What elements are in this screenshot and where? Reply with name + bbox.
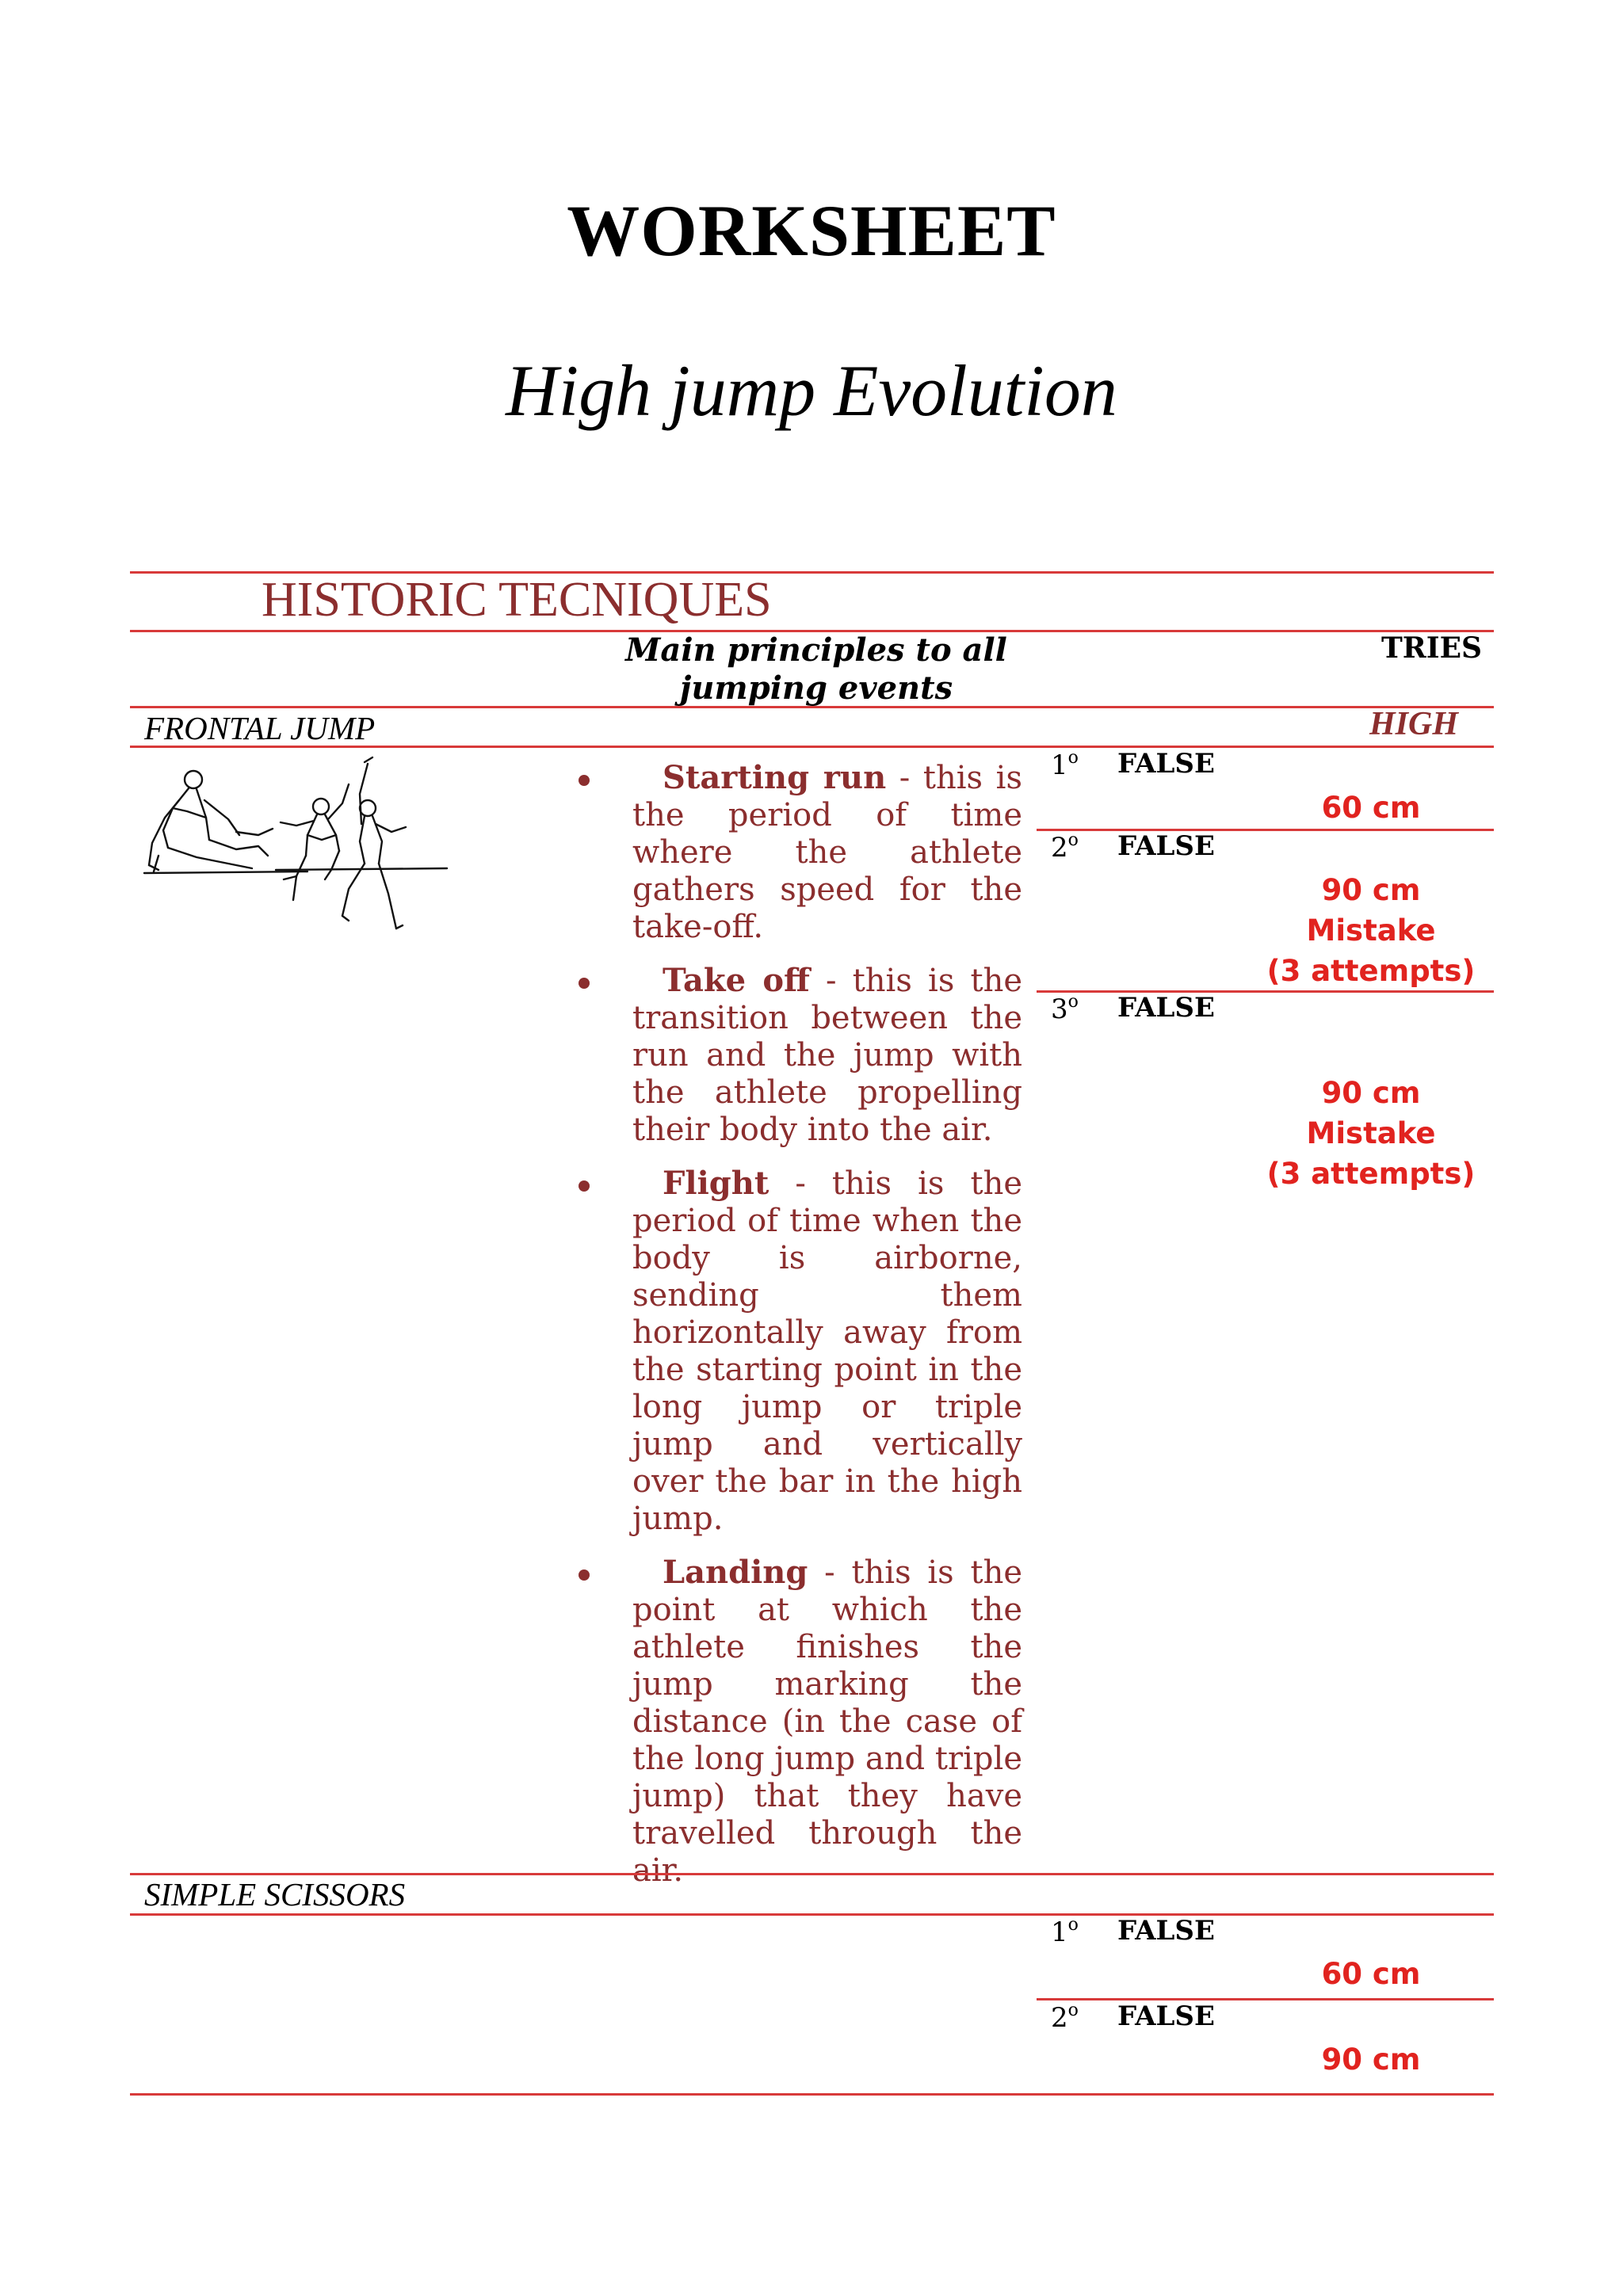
list-item — [571, 962, 1022, 1149]
attempt-divider — [1037, 1998, 1494, 2000]
height-value: 90 cm — [1321, 1076, 1421, 1110]
principle-term: Flight — [663, 1165, 769, 1202]
frontal-jump-header-rule — [130, 746, 1494, 748]
principle-term: Starting run — [663, 759, 887, 796]
simple-scissors-label: SIMPLE SCISSORS — [144, 1876, 406, 1913]
bullet-icon — [579, 978, 590, 989]
attempt-result: FALSE — [1117, 2000, 1215, 2032]
attempt-height — [1236, 1073, 1506, 1194]
bullet-icon — [579, 1180, 590, 1192]
attempt-height — [1236, 2039, 1506, 2080]
attempt-result: FALSE — [1117, 992, 1215, 1024]
principle-term: Landing — [663, 1554, 808, 1591]
attempt-divider — [1037, 829, 1494, 831]
list-item — [571, 1554, 1022, 1890]
attempt-divider — [1037, 990, 1494, 993]
attempt-number: 2$^o$ — [1051, 2000, 1079, 2034]
mistake-note: Mistake — [1306, 1116, 1436, 1150]
principles-column-header: Main principles to all jumping events — [625, 631, 1007, 707]
simple-scissors-header-rule — [130, 1913, 1494, 1916]
worksheet-title: WORKSHEET — [567, 190, 1056, 271]
attempt-result: FALSE — [1117, 830, 1215, 862]
high-column-label: HIGH — [1369, 706, 1458, 742]
list-item — [571, 759, 1022, 946]
mistake-note: Mistake — [1306, 913, 1436, 948]
attempt-height — [1236, 870, 1506, 991]
principle-term: Take off — [663, 962, 810, 999]
attempt-number: 1$^o$ — [1051, 748, 1079, 781]
attempt-height — [1236, 788, 1506, 828]
attempts-note: (3 attempts) — [1266, 954, 1476, 988]
frontal-jump-illustration — [141, 753, 450, 943]
section-heading: HISTORIC TECNIQUES — [262, 573, 772, 627]
principle-text: - this is the period of time when the body is airborne, sending them horizontally away from the starting point in the long jump or triple jump and vertically over the bar in the high jump. — [632, 1165, 1022, 1537]
simple-scissors-bottom-rule — [130, 2093, 1494, 2096]
bullet-icon — [579, 775, 590, 786]
attempt-height — [1236, 1954, 1506, 1994]
height-value: 60 cm — [1321, 1957, 1421, 1991]
principle-text: - this is the point at which the athlete finishes the jump marking the distance (in the case of the long jump and triple jump) that they have travelled through the air. — [632, 1554, 1022, 1889]
frontal-jump-label: FRONTAL JUMP — [144, 710, 376, 746]
principles-list — [571, 759, 1022, 1905]
height-value: 90 cm — [1321, 873, 1421, 907]
attempt-result: FALSE — [1117, 748, 1215, 780]
attempts-note: (3 attempts) — [1266, 1157, 1476, 1191]
height-value: 60 cm — [1321, 791, 1421, 825]
bullet-icon — [579, 1569, 590, 1581]
height-value: 90 cm — [1321, 2042, 1421, 2077]
principle-text: - this is the period of time where the athlete gathers speed for the take-off. — [632, 760, 1022, 945]
worksheet-subtitle: High jump Evolution — [506, 350, 1117, 431]
principle-text: - this is the transition between the run and the jump with the athlete propelling their body into the air. — [632, 963, 1023, 1148]
tries-column-header: TRIES — [1381, 631, 1482, 665]
attempt-number: 1$^o$ — [1051, 1915, 1079, 1948]
attempt-number: 2$^o$ — [1051, 830, 1079, 864]
attempt-result: FALSE — [1117, 1915, 1215, 1947]
attempt-number: 3$^o$ — [1051, 992, 1079, 1025]
frontal-jump-top-rule — [130, 706, 1494, 708]
list-item — [571, 1165, 1022, 1538]
